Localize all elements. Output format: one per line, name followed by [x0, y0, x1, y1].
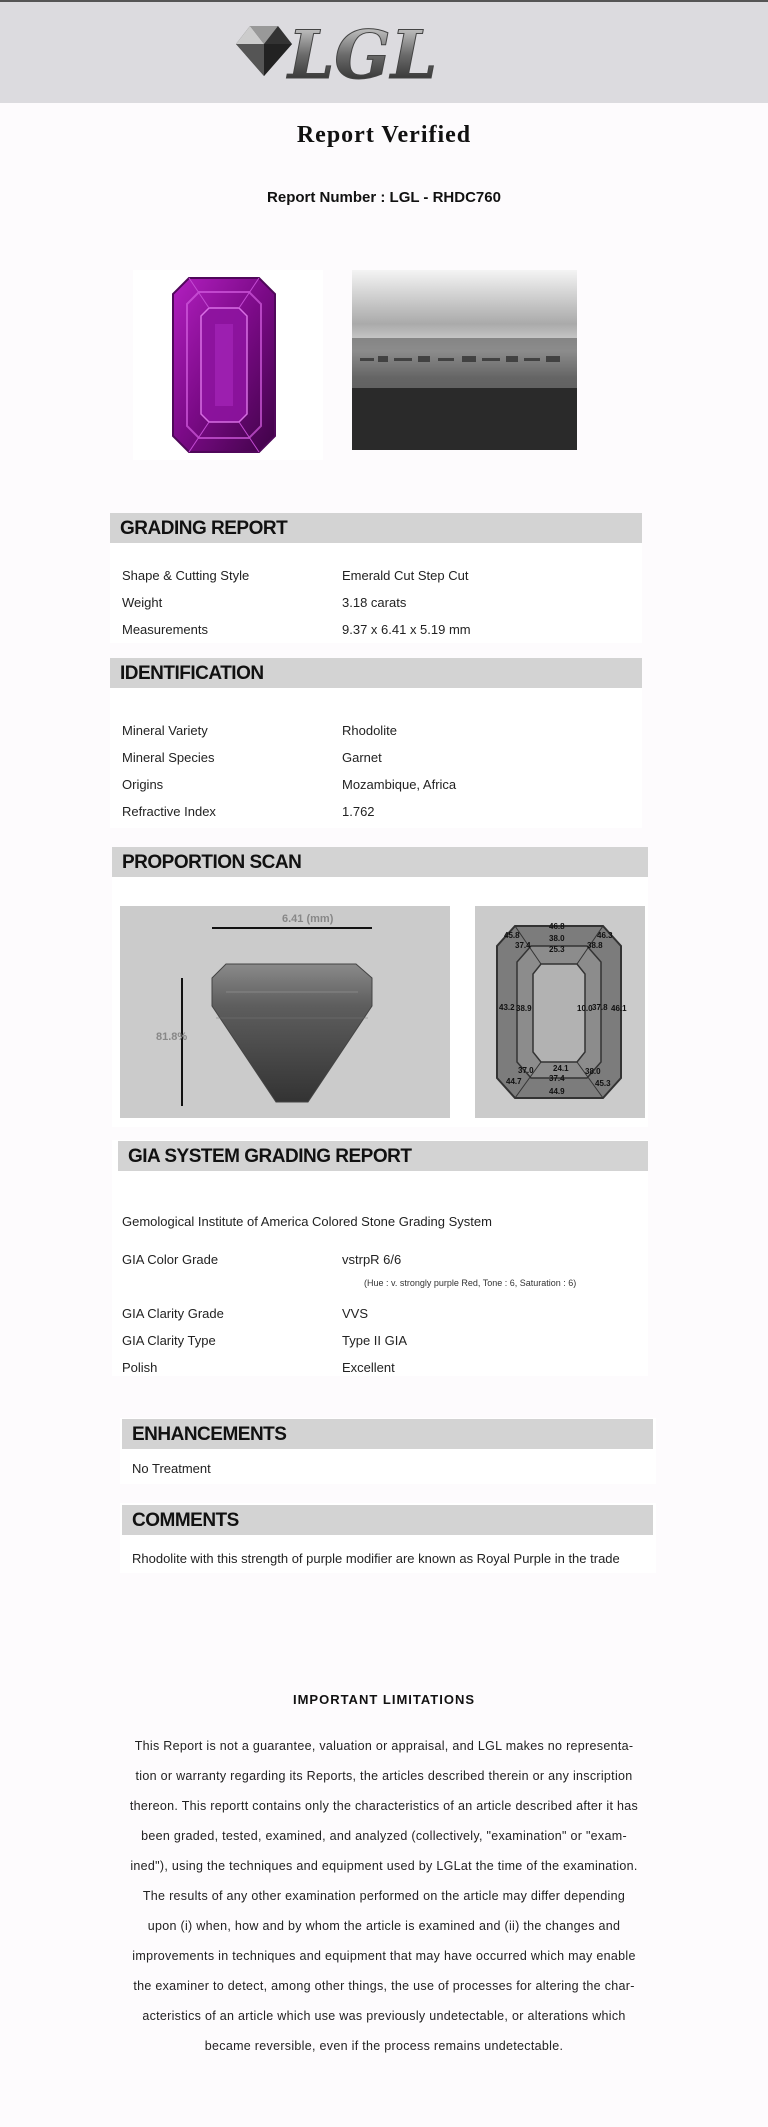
polish-value: Excellent — [342, 1360, 395, 1375]
facet-angle-label: 45.8 — [504, 931, 520, 940]
facet-angle-label: 44.7 — [506, 1077, 522, 1086]
facet-angle-label: 37.4 — [515, 941, 531, 950]
svg-text:LGL: LGL — [288, 16, 438, 89]
diamond-logo-icon — [232, 14, 492, 89]
shape-label: Shape & Cutting Style — [122, 568, 250, 583]
enhancements-heading: ENHANCEMENTS — [122, 1419, 653, 1449]
comments-text: Rhodolite with this strength of purple modifier are known as Royal Purple in the trade — [132, 1551, 620, 1566]
weight-label: Weight — [122, 595, 163, 610]
mineral-variety-label: Mineral Variety — [122, 723, 208, 738]
facet-angle-label: 10.0 — [577, 1004, 593, 1013]
gia-color-value: vstrpR 6/6 — [342, 1252, 402, 1267]
limitations-line: thereon. This reportt contains only the characteristics of an article described after it has — [129, 1799, 639, 1813]
origins-label: Origins — [122, 777, 164, 792]
gia-color-note: (Hue : v. strongly purple Red, Tone : 6, Saturation : 6) — [364, 1278, 577, 1288]
limitations-line: been graded, tested, examined, and analyzed (collectively, "examination" or "exam- — [141, 1829, 627, 1843]
facet-angle-label: 46.1 — [611, 1004, 627, 1013]
page-title: Report Verified — [296, 122, 472, 148]
comments-heading: COMMENTS — [122, 1505, 653, 1535]
facet-angle-label: 38.9 — [516, 1004, 532, 1013]
limitations-line: acteristics of an article which use was previously undetectable, or alterations which — [142, 2009, 626, 2023]
limitations-text — [114, 1731, 654, 2061]
identification-heading: IDENTIFICATION — [110, 658, 642, 688]
measurements-label: Measurements — [122, 622, 208, 637]
grading-report-heading: GRADING REPORT — [110, 513, 642, 543]
facet-angle-label: 24.1 — [553, 1064, 569, 1073]
proportion-scan-heading: PROPORTION SCAN — [112, 847, 648, 877]
facet-angle-label: 38.0 — [549, 934, 565, 943]
side-profile-scan — [120, 906, 450, 1118]
facet-angle-label: 37.4 — [549, 1074, 565, 1083]
limitations-line: The results of any other examination performed on the article may differ depending — [142, 1889, 626, 1903]
limitations-line: ined"), using the techniques and equipment used by LGLat the time of the examination. — [130, 1859, 638, 1873]
facet-angle-label: 43.2 — [499, 1003, 515, 1012]
gia-heading: GIA SYSTEM GRADING REPORT — [118, 1141, 648, 1171]
measurements-value: 9.37 x 6.41 x 5.19 mm — [342, 622, 471, 637]
refractive-index-label: Refractive Index — [122, 804, 216, 819]
facet-angle-label: 46.3 — [597, 931, 613, 940]
facet-angle-label: 25.3 — [549, 945, 565, 954]
gia-intro: Gemological Institute of America Colored Stone Grading System — [122, 1214, 492, 1229]
refractive-index-value: 1.762 — [342, 804, 375, 819]
facet-angle-label: 45.3 — [595, 1079, 611, 1088]
weight-value: 3.18 carats — [342, 595, 407, 610]
facet-angle-label: 38.8 — [587, 941, 603, 950]
facet-angle-label: 44.9 — [549, 1087, 565, 1096]
width-dimension-label: 6.41 (mm) — [282, 913, 334, 925]
depth-percent-label: 81.8% — [156, 1031, 188, 1043]
limitations-line: improvements in techniques and equipment that may have occurred which may enable — [132, 1949, 636, 1963]
report-number: Report Number : LGL - RHDC760 — [267, 189, 501, 206]
mineral-species-value: Garnet — [342, 750, 382, 765]
lgl-logo — [232, 14, 492, 89]
shape-value: Emerald Cut Step Cut — [342, 568, 469, 583]
origins-value: Mozambique, Africa — [342, 777, 457, 792]
facet-angle-label: 46.8 — [549, 922, 565, 931]
facet-angle-label: 38.0 — [585, 1067, 601, 1076]
limitations-heading: IMPORTANT LIMITATIONS — [292, 1692, 476, 1707]
mineral-variety-value: Rhodolite — [342, 723, 397, 738]
mineral-species-label: Mineral Species — [122, 750, 215, 765]
limitations-line: upon (i) when, how and by whom the article is examined and (ii) the changes and — [147, 1919, 621, 1933]
gia-color-label: GIA Color Grade — [122, 1252, 219, 1267]
gia-clarity-type-label: GIA Clarity Type — [122, 1333, 216, 1348]
enhancements-text: No Treatment — [132, 1461, 211, 1476]
limitations-line: tion or warranty regarding its Reports, the articles described therein or any inscription — [135, 1769, 633, 1783]
limitations-line: the examiner to detect, among other things, the use of processes for altering the char- — [133, 1979, 635, 1993]
facet-angle-label: 37.0 — [518, 1066, 534, 1075]
limitations-line: This Report is not a guarantee, valuation or appraisal, and LGL makes no representa- — [134, 1739, 634, 1753]
gem-photo — [133, 270, 323, 460]
inscription-photo — [352, 270, 577, 450]
polish-label: Polish — [122, 1360, 158, 1375]
gia-clarity-grade-value: VVS — [342, 1306, 369, 1321]
gia-clarity-type-value: Type II GIA — [342, 1333, 408, 1348]
gia-clarity-grade-label: GIA Clarity Grade — [122, 1306, 224, 1321]
limitations-line: became reversible, even if the process remains undetectable. — [204, 2039, 564, 2053]
facet-angle-label: 37.8 — [592, 1003, 608, 1012]
